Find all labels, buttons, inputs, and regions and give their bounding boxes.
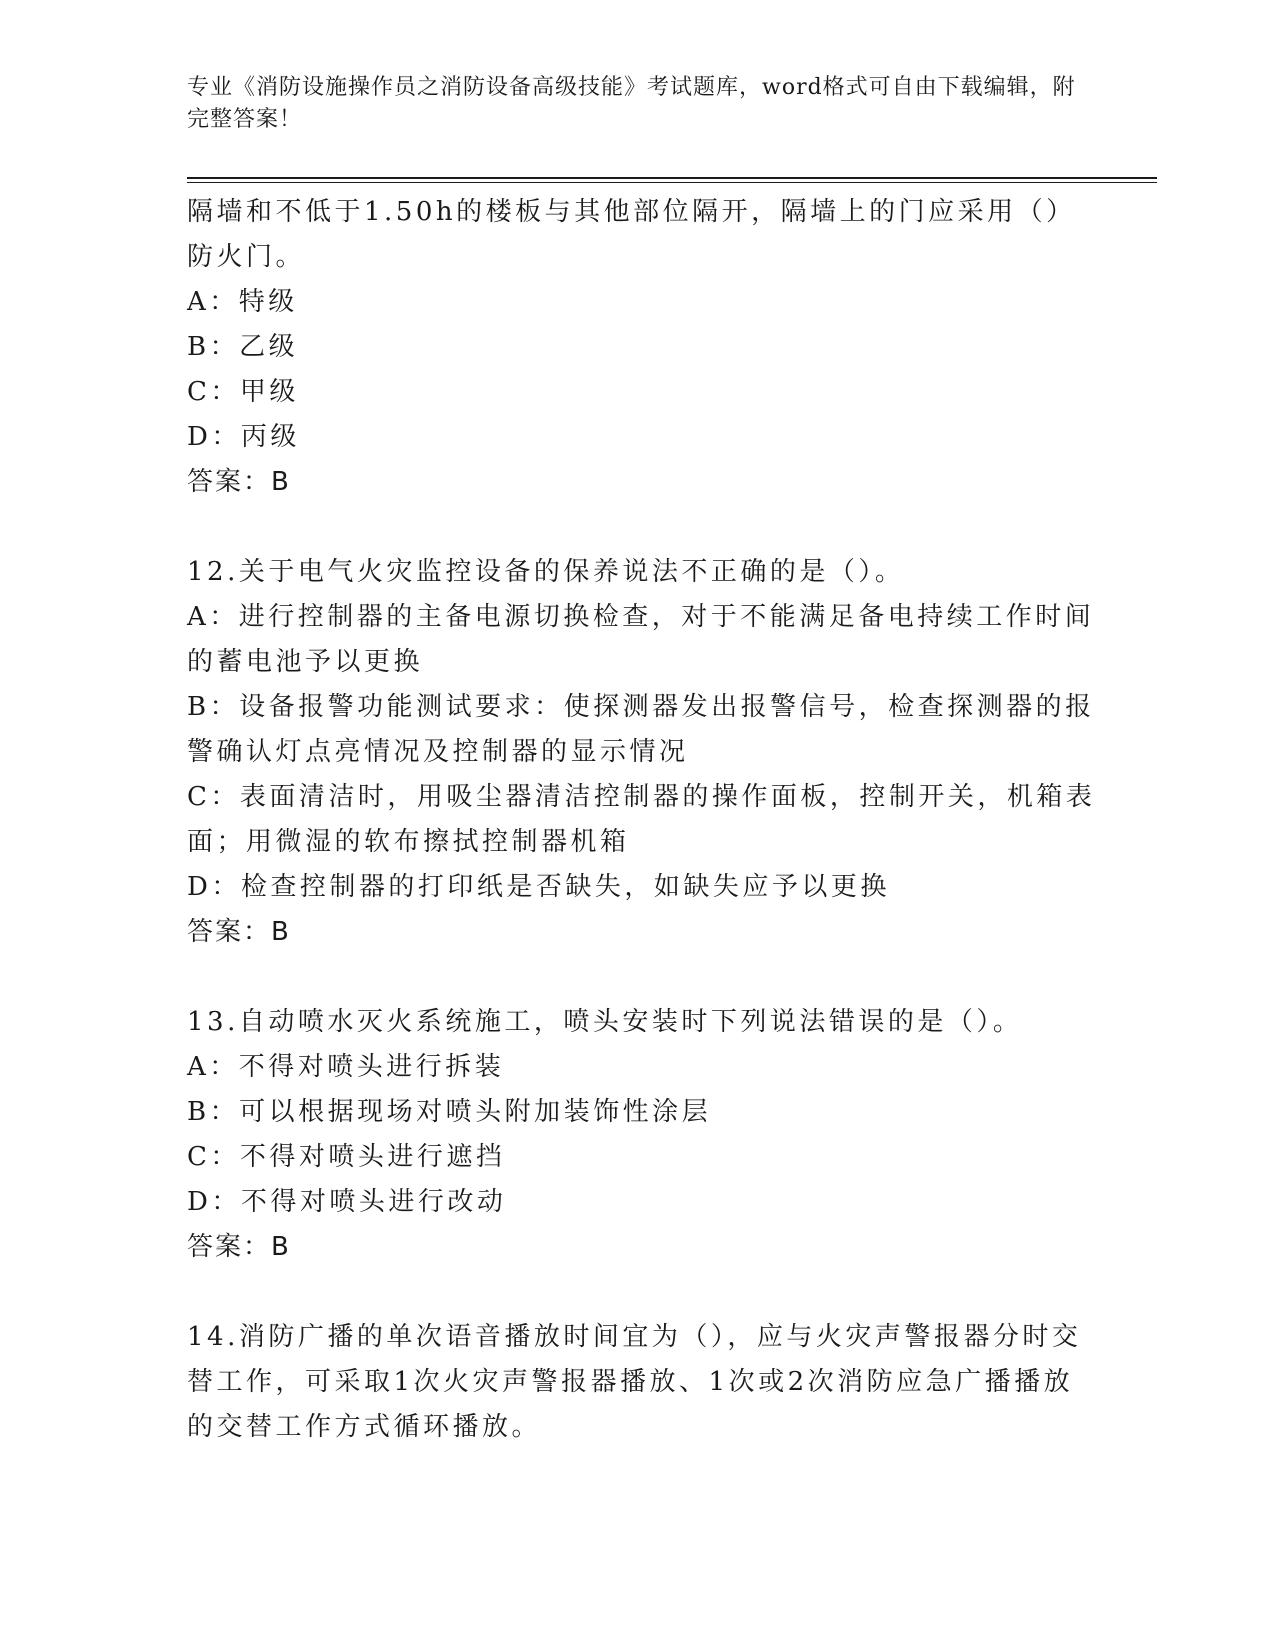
option-b-continued: 警确认灯点亮情况及控制器的显示情况 (187, 737, 689, 767)
spacer (187, 955, 1087, 1000)
spacer (187, 1270, 1087, 1315)
question-11 (187, 190, 1087, 505)
document-header: 专业《消防设施操作员之消防设备高级技能》考试题库，word格式可自由下载编辑，附完整答案！ (187, 75, 1076, 132)
option-a: A：进行控制器的主备电源切换检查，对于不能满足备电持续工作时间 (187, 602, 1095, 632)
spacer (187, 505, 1087, 550)
answer-label: 答案：B (187, 467, 291, 497)
option-c-continued: 面；用微湿的软布擦拭控制器机箱 (187, 827, 630, 857)
option-a: A：不得对喷头进行拆装 (187, 1052, 505, 1082)
option-d: D：检查控制器的打印纸是否缺失，如缺失应予以更换 (187, 872, 890, 902)
option-a: A：特级 (187, 287, 298, 317)
option-d: D：不得对喷头进行改动 (187, 1187, 507, 1217)
question-stem: 12.关于电气火灾监控设备的保养说法不正确的是（）。 (187, 557, 905, 587)
question-list (187, 190, 1096, 1450)
option-d: D：丙级 (187, 422, 300, 452)
question-14 (187, 1315, 1087, 1450)
option-b: B：乙级 (187, 332, 299, 362)
question-stem-line: 14.消防广播的单次语音播放时间宜为（），应与火灾声警报器分时交 (187, 1322, 1082, 1352)
option-b: B：可以根据现场对喷头附加装饰性涂层 (187, 1097, 712, 1127)
header-divider-thin (187, 182, 1157, 183)
option-c: C：表面清洁时，用吸尘器清洁控制器的操作面板，控制开关，机箱表 (187, 782, 1096, 812)
question-stem-line: 防火门。 (187, 242, 306, 272)
question-12 (187, 550, 1096, 955)
question-stem: 13.自动喷水灭火系统施工，喷头安装时下列说法错误的是（）。 (187, 1007, 1023, 1037)
question-stem-line: 隔墙和不低于1.50h的楼板与其他部位隔开，隔墙上的门应采用（） (187, 197, 1076, 227)
option-c: C：甲级 (187, 377, 299, 407)
header-divider-thick (187, 177, 1157, 179)
question-stem-line: 替工作，可采取1次火灾声警报器播放、1次或2次消防应急广播播放 (187, 1367, 1074, 1397)
question-13 (187, 1000, 1087, 1270)
answer-label: 答案：B (187, 917, 291, 947)
question-stem-line: 的交替工作方式循环播放。 (187, 1412, 542, 1442)
answer-label: 答案：B (187, 1232, 291, 1262)
option-a-continued: 的蓄电池予以更换 (187, 647, 424, 677)
option-c: C：不得对喷头进行遮挡 (187, 1142, 506, 1172)
option-b: B：设备报警功能测试要求：使探测器发出报警信号，检查探测器的报 (187, 692, 1095, 722)
